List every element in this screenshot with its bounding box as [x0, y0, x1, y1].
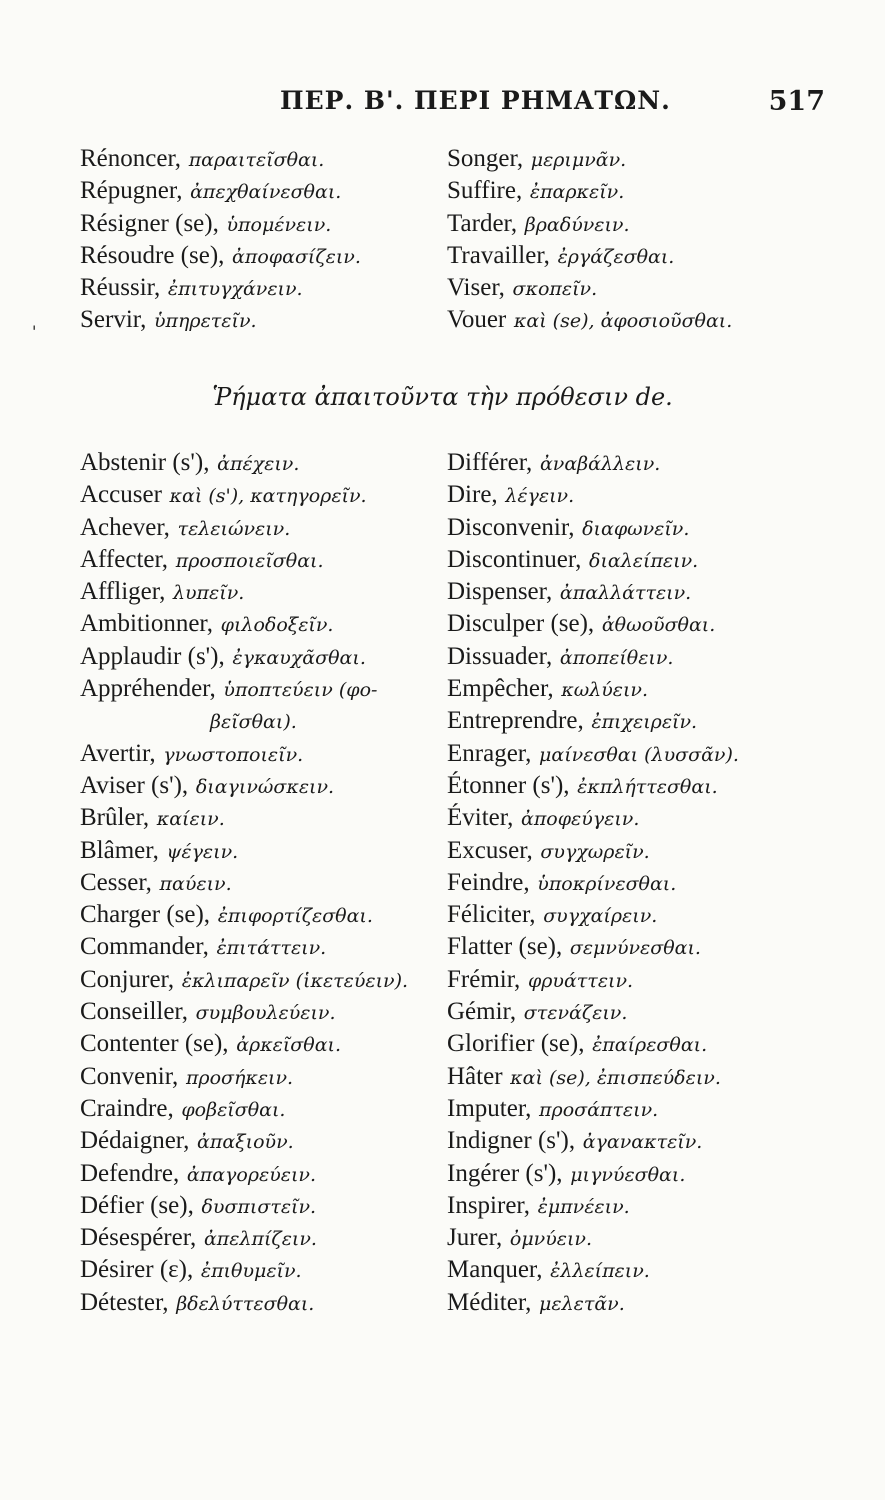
french-verb: Résigner (se),	[80, 209, 219, 237]
greek-translation: ἀπελπίζειν.	[203, 1228, 317, 1251]
dictionary-entry	[447, 607, 827, 639]
dictionary-entry	[447, 303, 827, 335]
french-verb: Étonner (s'),	[447, 771, 570, 799]
french-verb: Désirer (ε),	[80, 1256, 194, 1284]
french-verb: Frémir,	[447, 965, 521, 993]
dictionary-entry	[447, 271, 827, 303]
dictionary-entry	[80, 930, 460, 962]
dictionary-entry	[80, 142, 460, 174]
french-verb: Empêcher,	[447, 675, 554, 703]
dictionary-entry	[80, 1060, 460, 1092]
french-verb: Brûler,	[80, 804, 150, 832]
dictionary-entry	[80, 898, 460, 930]
dictionary-entry	[447, 1157, 827, 1189]
french-verb: Achever,	[80, 513, 170, 541]
dictionary-entry	[80, 271, 460, 303]
greek-translation: διαφωνεῖν.	[582, 517, 690, 540]
section-heading: Ῥήματα ἀπαιτοῦντα τὴν πρόθεσιν de.	[212, 383, 673, 411]
greek-translation: καίειν.	[156, 808, 225, 831]
greek-translation: ἐλλείπειν.	[550, 1260, 650, 1283]
french-verb: Féliciter,	[447, 901, 536, 929]
dictionary-entry	[447, 478, 827, 510]
french-verb: Defendre,	[80, 1159, 180, 1187]
french-verb: Indigner (s'),	[447, 1127, 576, 1155]
greek-translation: παύειν.	[159, 872, 232, 895]
dictionary-entry	[447, 543, 827, 575]
greek-translation: ἀποπείθειν.	[559, 646, 674, 669]
french-verb: Cesser,	[80, 868, 152, 896]
dictionary-entry	[447, 239, 827, 271]
french-verb: Conseiller,	[80, 998, 189, 1026]
french-verb: Différer,	[447, 449, 533, 476]
greek-translation: ἐμπνέειν.	[537, 1195, 630, 1218]
french-verb: Enrager,	[447, 739, 532, 767]
greek-translation: φοβεῖσθαι.	[181, 1098, 286, 1121]
dictionary-entry	[447, 1286, 827, 1318]
french-verb: Appréhender,	[80, 675, 216, 703]
greek-translation: προσποιεῖσθαι.	[175, 549, 324, 572]
greek-translation: ἀπαξιοῦν.	[197, 1131, 294, 1154]
dictionary-entry	[80, 1286, 460, 1318]
french-verb: Gémir,	[447, 998, 517, 1026]
dictionary-entry	[447, 834, 827, 866]
greek-translation: βεῖσθαι).	[210, 711, 297, 734]
greek-translation: ἀπαλλάττειν.	[559, 582, 692, 605]
french-verb: Défier (se),	[80, 1191, 194, 1219]
greek-translation: ἀπαγορεύειν.	[186, 1163, 316, 1186]
french-verb: Flatter (se),	[447, 933, 563, 961]
dictionary-entry	[447, 446, 827, 478]
dictionary-entry	[80, 995, 460, 1027]
french-verb: Servir,	[80, 306, 147, 334]
greek-translation: λυπεῖν.	[172, 582, 245, 605]
french-verb: Excuser,	[447, 836, 533, 864]
french-verb: Conjurer,	[80, 965, 175, 993]
french-verb: Abstenir (s'),	[80, 449, 210, 476]
top-right-column	[447, 142, 827, 336]
french-verb: Aviser (s'),	[80, 771, 189, 799]
greek-translation: ὑποπτεύειν (φο-	[223, 679, 378, 702]
dictionary-entry	[80, 769, 460, 801]
dictionary-entry	[80, 575, 460, 607]
dictionary-entry	[80, 1092, 460, 1124]
dictionary-entry	[447, 737, 827, 769]
french-verb: Dispenser,	[447, 578, 553, 606]
greek-translation: κωλύειν.	[561, 679, 649, 702]
french-verb: Feindre,	[447, 868, 530, 896]
french-verb: Dédaigner,	[80, 1127, 190, 1155]
greek-translation: ἐκπλήττεσθαι.	[577, 775, 718, 798]
dictionary-entry	[80, 303, 460, 335]
french-verb: Avertir,	[80, 739, 156, 767]
french-verb: Glorifier (se),	[447, 1030, 585, 1058]
dictionary-entry	[80, 1157, 460, 1189]
dictionary-entry	[80, 640, 460, 672]
french-verb: Vouer	[447, 306, 507, 334]
page-number: 517	[768, 86, 825, 117]
greek-translation: παραιτεῖσθαι.	[188, 149, 325, 171]
french-verb: Ambitionner,	[80, 610, 214, 638]
greek-translation: φιλοδοξεῖν.	[220, 614, 334, 637]
french-verb: Résoudre (se),	[80, 241, 225, 269]
greek-translation: στενάζειν.	[523, 1002, 628, 1025]
greek-translation: ἐπιτυγχάνειν.	[167, 278, 303, 301]
dictionary-entry	[80, 866, 460, 898]
margin-mark: '	[32, 322, 37, 341]
greek-translation: ὑπηρετεῖν.	[154, 310, 257, 333]
greek-translation: προσάπτειν.	[539, 1098, 659, 1121]
greek-translation: λέγειν.	[505, 485, 575, 508]
dictionary-entry	[80, 834, 460, 866]
dictionary-entry	[447, 1027, 827, 1059]
dictionary-entry	[80, 1124, 460, 1156]
dictionary-entry	[447, 995, 827, 1027]
dictionary-entry	[80, 1221, 460, 1253]
french-verb: Contenter (se),	[80, 1030, 229, 1058]
dictionary-entry	[80, 1027, 460, 1059]
french-verb: Méditer,	[447, 1288, 532, 1316]
dictionary-entry	[447, 575, 827, 607]
french-verb: Viser,	[447, 274, 505, 302]
dictionary-entry	[447, 866, 827, 898]
french-verb: Suffire,	[447, 177, 523, 205]
french-verb: Convenir,	[80, 1062, 179, 1090]
french-verb: Accuser	[80, 481, 162, 509]
greek-translation: συμβουλεύειν.	[195, 1002, 336, 1025]
greek-translation: ὀμνύειν.	[509, 1228, 592, 1251]
french-verb: Disconvenir,	[447, 513, 575, 541]
greek-translation: ἐπιχειρεῖν.	[591, 711, 698, 734]
greek-translation: ἐπιθυμεῖν.	[200, 1260, 302, 1283]
greek-translation: διαλείπειν.	[589, 549, 699, 572]
dictionary-entry	[80, 737, 460, 769]
dictionary-entry	[80, 174, 460, 206]
french-verb: Affecter,	[80, 545, 169, 573]
french-verb: Disculper (se),	[447, 610, 595, 638]
french-verb: Tarder,	[447, 209, 518, 237]
greek-translation: ψέγειν.	[166, 840, 239, 863]
greek-translation: ἀπέχειν.	[217, 453, 300, 475]
greek-translation: γνωστοποιεῖν.	[163, 743, 304, 766]
bottom-right-column	[447, 446, 827, 1318]
greek-translation: ὑπομένειν.	[226, 213, 332, 236]
dictionary-entry	[80, 672, 460, 704]
french-verb: Dire,	[447, 481, 498, 509]
dictionary-entry	[447, 1092, 827, 1124]
greek-translation: καὶ (se), ἐπισπεύδειν.	[510, 1066, 721, 1089]
greek-translation: ἀγανακτεῖν.	[582, 1131, 703, 1154]
dictionary-entry	[80, 704, 460, 736]
greek-translation: ἐπιφορτίζεσθαι.	[217, 905, 373, 928]
dictionary-entry	[80, 801, 460, 833]
french-verb: Entreprendre,	[447, 707, 584, 735]
dictionary-entry	[447, 769, 827, 801]
dictionary-entry	[447, 1189, 827, 1221]
french-verb: Inspirer,	[447, 1191, 530, 1219]
greek-translation: ἐργάζεσθαι.	[557, 245, 675, 268]
greek-translation: μιγνύεσθαι.	[570, 1163, 686, 1186]
greek-translation: ἐγκαυχᾶσθαι.	[232, 646, 366, 669]
french-verb: Travailler,	[447, 241, 550, 269]
top-left-column	[80, 142, 460, 336]
greek-translation: συγχωρεῖν.	[540, 840, 650, 863]
greek-translation: διαγινώσκειν.	[195, 775, 335, 798]
dictionary-entry	[447, 1221, 827, 1253]
chapter-title: ΠΕΡ. Β'. ΠΕΡΙ ΡΗΜΑΤΩΝ.	[280, 86, 671, 115]
dictionary-entry	[80, 511, 460, 543]
french-verb: Jurer,	[447, 1224, 503, 1252]
greek-translation: καὶ (se), ἀφοσιοῦσθαι.	[513, 310, 733, 333]
dictionary-entry	[447, 174, 827, 206]
greek-translation: ὑποκρίνεσθαι.	[537, 872, 677, 895]
dictionary-entry	[447, 1253, 827, 1285]
greek-translation: ἐπαρκεῖν.	[529, 181, 625, 204]
dictionary-entry	[447, 207, 827, 239]
dictionary-entry	[447, 930, 827, 962]
dictionary-entry	[447, 640, 827, 672]
greek-translation: μελετᾶν.	[539, 1292, 625, 1315]
greek-translation: δυσπιστεῖν.	[201, 1195, 317, 1218]
greek-translation: ἐπαίρεσθαι.	[592, 1034, 708, 1057]
french-verb: Éviter,	[447, 804, 514, 832]
greek-translation: ἀθωοῦσθαι.	[601, 614, 716, 637]
french-verb: Ingérer (s'),	[447, 1159, 563, 1187]
greek-translation: φρυάττειν.	[527, 969, 634, 992]
french-verb: Désespérer,	[80, 1224, 197, 1252]
dictionary-entry	[80, 207, 460, 239]
greek-translation: ἐκλιπαρεῖν (ἱκετεύειν).	[181, 969, 409, 992]
french-verb: Détester,	[80, 1288, 169, 1316]
french-verb: Répugner,	[80, 177, 183, 205]
dictionary-entry	[447, 672, 827, 704]
greek-translation: ἐπιτάττειν.	[216, 937, 327, 960]
french-verb: Craindre,	[80, 1094, 174, 1122]
greek-translation: τελειώνειν.	[177, 517, 291, 540]
french-verb: Blâmer,	[80, 836, 159, 864]
french-verb: Affliger,	[80, 578, 166, 606]
dictionary-entry	[447, 1124, 827, 1156]
dictionary-entry	[80, 963, 460, 995]
greek-translation: προσήκειν.	[185, 1066, 294, 1089]
dictionary-entry	[447, 704, 827, 736]
dictionary-entry	[80, 543, 460, 575]
running-header	[250, 86, 825, 122]
dictionary-entry	[80, 446, 460, 478]
dictionary-entry	[80, 607, 460, 639]
dictionary-entry	[447, 511, 827, 543]
dictionary-entry	[447, 1060, 827, 1092]
french-verb: Dissuader,	[447, 642, 553, 670]
french-verb: Applaudir (s'),	[80, 642, 225, 670]
dictionary-entry	[447, 898, 827, 930]
french-verb: Charger (se),	[80, 901, 211, 929]
greek-translation: καὶ (s'), κατηγορεῖν.	[169, 485, 367, 508]
greek-translation: ἀρκεῖσθαι.	[236, 1034, 342, 1057]
greek-translation: συγχαίρειν.	[543, 905, 658, 928]
french-verb: Manquer,	[447, 1256, 543, 1284]
dictionary-entry	[80, 1189, 460, 1221]
dictionary-entry	[80, 1253, 460, 1285]
dictionary-entry	[447, 142, 827, 174]
greek-translation: ἀποφασίζειν.	[232, 245, 361, 268]
french-verb: Songer,	[447, 145, 524, 172]
bottom-left-column	[80, 446, 460, 1318]
greek-translation: βραδύνειν.	[524, 213, 630, 236]
french-verb: Imputer,	[447, 1094, 532, 1122]
dictionary-entry	[80, 239, 460, 271]
dictionary-entry	[80, 478, 460, 510]
greek-translation: ἀποφεύγειν.	[520, 808, 640, 831]
french-verb: Discontinuer,	[447, 545, 582, 573]
greek-translation: ἀναβάλλειν.	[539, 453, 661, 475]
french-verb: Réussir,	[80, 274, 161, 302]
greek-translation: σεμνύνεσθαι.	[569, 937, 701, 960]
french-verb: Rénoncer,	[80, 145, 182, 172]
french-verb: Hâter	[447, 1062, 503, 1090]
french-verb: Commander,	[80, 933, 209, 961]
greek-translation: ἀπεχθαίνεσθαι.	[190, 181, 342, 204]
greek-translation: σκοπεῖν.	[512, 278, 598, 301]
dictionary-entry	[447, 963, 827, 995]
greek-translation: μεριμνᾶν.	[530, 149, 627, 171]
greek-translation: μαίνεσθαι (λυσσᾶν).	[539, 743, 739, 766]
dictionary-entry	[447, 801, 827, 833]
greek-translation: βδελύττεσθαι.	[176, 1292, 315, 1315]
